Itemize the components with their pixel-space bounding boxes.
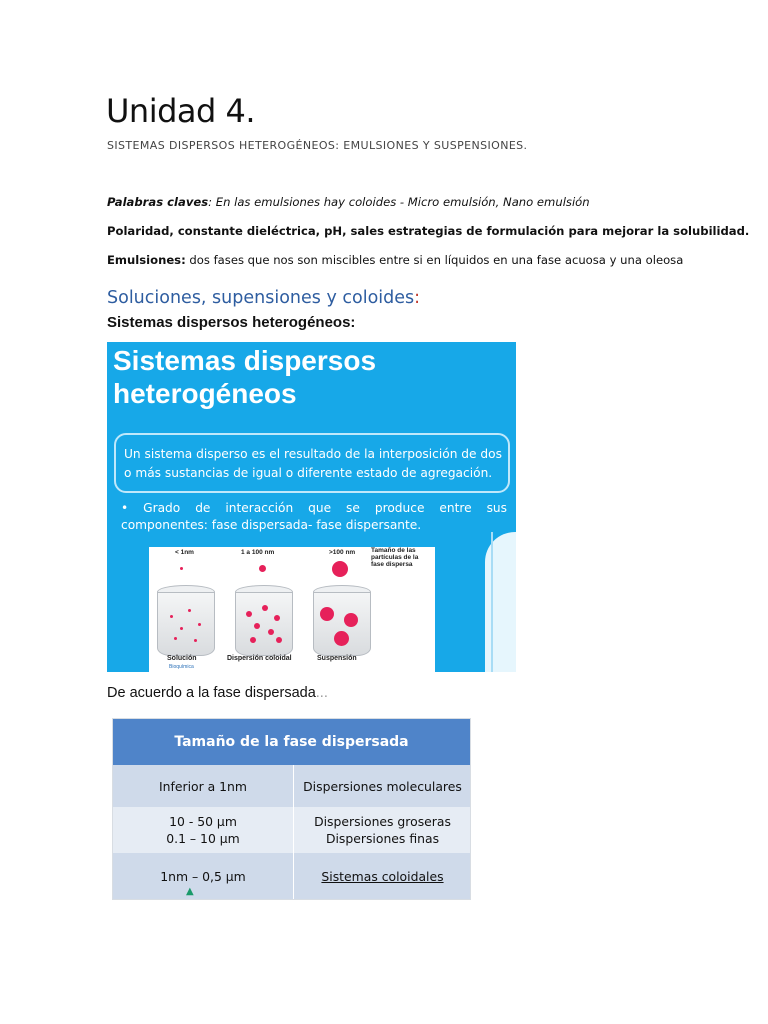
polarity-paragraph: Polaridad, constante dieléctrica, pH, sales estrategias de formulación para mejorar la solubilidad. bbox=[107, 224, 750, 238]
section-heading-colon: : bbox=[414, 288, 421, 308]
size-label-solution: < 1nm bbox=[175, 549, 194, 556]
table-cell-size bbox=[113, 853, 293, 899]
keywords-text: : En las emulsiones hay coloides - Micro emulsión, Nano emulsión bbox=[208, 195, 590, 209]
table-cell-size bbox=[113, 765, 293, 807]
size-label-colloid: 1 a 100 nm bbox=[241, 549, 275, 556]
after-text-main: De acuerdo a la fase dispersada bbox=[107, 685, 316, 701]
subheading: Sistemas dispersos heterogéneos: bbox=[107, 314, 356, 331]
particle-medium bbox=[259, 565, 266, 572]
emulsions-text: dos fases que nos son miscibles entre si en líquidos en una fase acuosa y una oleosa bbox=[185, 253, 684, 267]
beaker-suspension bbox=[313, 585, 371, 656]
phase-size-table bbox=[112, 718, 471, 900]
beaker-body bbox=[157, 592, 215, 656]
caption-note: Bioquímica bbox=[169, 664, 194, 670]
table-row bbox=[113, 807, 470, 853]
beaker-body bbox=[235, 592, 293, 656]
type-value: Dispersiones groseras bbox=[314, 814, 451, 829]
slide-bullet: • Grado de interacción que se produce entre sus componentes: fase dispersada- fase dispersante. bbox=[121, 501, 507, 532]
dispersion-illustration bbox=[149, 547, 435, 672]
type-value: Sistemas coloidales bbox=[321, 868, 444, 884]
table-cell-type bbox=[293, 853, 471, 899]
size-value: Inferior a 1nm bbox=[159, 778, 247, 794]
slide-decoration bbox=[485, 532, 516, 672]
size-value: 10 - 50 µm bbox=[169, 814, 237, 829]
size-value: 0.1 – 10 µm bbox=[166, 831, 240, 846]
beaker-colloid bbox=[235, 585, 293, 656]
after-text-dots: ... bbox=[315, 685, 328, 701]
slide-definition-text: Un sistema disperso es el resultado de la interposición de dos o más sustancias de igual o diferente estado de agregación. bbox=[124, 447, 502, 480]
after-text bbox=[107, 685, 328, 701]
table-cell-type bbox=[293, 807, 471, 853]
size-caption: Tamaño de las partículas de la fase dispersa bbox=[371, 547, 419, 568]
caption-colloid: Dispersión coloidal bbox=[227, 655, 292, 662]
table-row bbox=[113, 765, 470, 807]
emulsions-paragraph bbox=[107, 253, 683, 267]
particle-large bbox=[332, 561, 348, 577]
slide-title-line2: heterogéneos bbox=[113, 378, 297, 409]
slide-title bbox=[113, 344, 376, 410]
table-cell-size bbox=[113, 807, 293, 853]
caption-suspension: Suspensión bbox=[317, 655, 357, 662]
keywords-paragraph bbox=[107, 195, 590, 209]
page-subtitle: SISTEMAS DISPERSOS HETEROGÉNEOS: EMULSIONES Y SUSPENSIONES. bbox=[107, 139, 528, 152]
table-row bbox=[113, 853, 470, 899]
particle-tiny bbox=[180, 567, 183, 570]
type-value: Dispersiones moleculares bbox=[303, 778, 462, 794]
cursor-icon: ▲ bbox=[186, 886, 194, 897]
slide-image bbox=[107, 342, 516, 672]
beaker-body bbox=[313, 592, 371, 656]
slide-definition-box bbox=[114, 433, 510, 493]
slide-title-line1: Sistemas dispersos bbox=[113, 345, 377, 376]
section-heading bbox=[107, 288, 420, 308]
section-heading-text: Soluciones, supensiones y coloides bbox=[107, 288, 415, 308]
size-label-suspension: >100 nm bbox=[329, 549, 356, 556]
size-value: 1nm – 0,5 µm bbox=[160, 868, 246, 884]
keywords-label: Palabras claves bbox=[107, 195, 209, 209]
table-cell-type bbox=[293, 765, 471, 807]
caption-solution: Solución bbox=[167, 655, 197, 662]
emulsions-label: Emulsiones: bbox=[107, 253, 186, 267]
beaker-solution bbox=[157, 585, 215, 656]
type-value: Dispersiones finas bbox=[325, 831, 440, 846]
page-title: Unidad 4. bbox=[106, 92, 256, 130]
table-header: Tamaño de la fase dispersada bbox=[113, 719, 470, 765]
